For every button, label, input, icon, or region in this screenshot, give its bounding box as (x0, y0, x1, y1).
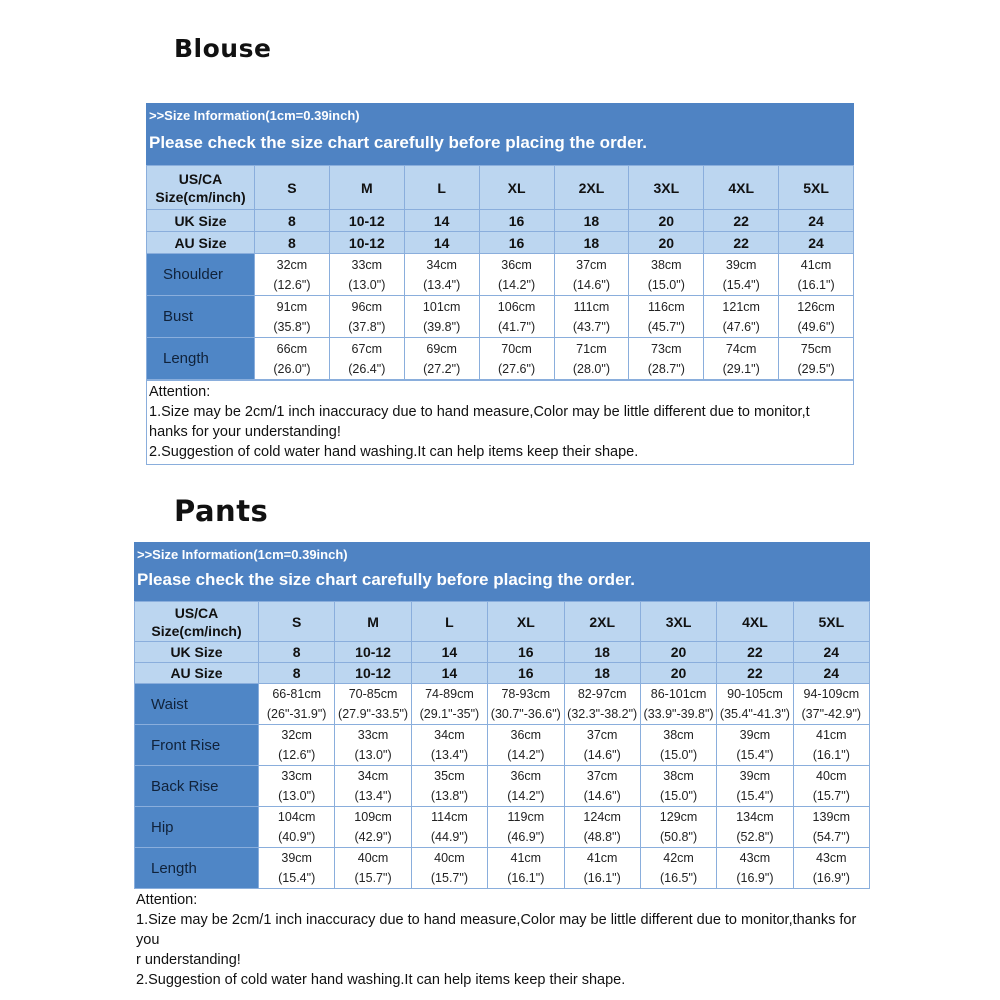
cm-value: 94-109cm (803, 687, 860, 701)
cm-value: 40cm (434, 851, 465, 865)
inch-value: (15.7") (812, 789, 850, 803)
note-line: Attention: (149, 384, 211, 400)
inch-value: (26.0") (273, 361, 311, 376)
au-size-value: 22 (704, 232, 779, 254)
uk-size-value: 10-12 (335, 642, 411, 663)
au-size-value: 20 (640, 663, 716, 684)
cm-value: 34cm (426, 257, 457, 272)
us-size-5xl: 5XL (793, 602, 869, 642)
cm-value: 36cm (510, 769, 542, 783)
inch-value: (33.9"-39.8") (643, 707, 714, 721)
back-rise-row (135, 766, 870, 807)
size-info-heading: >>Size Information(1cm=0.39inch) (137, 547, 348, 562)
cm-value: 40cm (816, 769, 847, 783)
au-size-value: 10-12 (329, 232, 404, 254)
au-size-row (147, 232, 854, 254)
chart-banner (134, 542, 870, 601)
inch-value: (48.8") (583, 830, 621, 844)
uk-size-value: 14 (411, 642, 487, 663)
us-size-m: M (329, 166, 404, 210)
note-line: 1.Size may be 2cm/1 inch inaccuracy due to hand measure,Color may be little different due to monitor,thanks for you (136, 912, 857, 948)
cm-value: 91cm (276, 299, 308, 314)
cm-value: 126cm (797, 299, 835, 314)
au-size-value: 16 (488, 663, 564, 684)
cm-value: 38cm (663, 769, 694, 783)
cm-value: 38cm (651, 257, 682, 272)
inch-value: (40.9") (278, 830, 316, 844)
inch-value: (14.6") (583, 748, 621, 762)
us-size-3xl: 3XL (629, 166, 704, 210)
length-value (779, 338, 854, 380)
cm-value: 39cm (739, 728, 771, 742)
cm-value: 82-97cm (577, 687, 627, 701)
uk-size-value: 18 (554, 210, 629, 232)
inch-value: (29.5") (797, 361, 835, 376)
cm-value: 111cm (573, 299, 610, 314)
inch-value: (15.4") (278, 871, 316, 885)
cm-value: 129cm (659, 810, 698, 824)
waist-value (259, 684, 335, 725)
inch-value: (15.4") (736, 789, 774, 803)
inch-value: (12.6") (278, 748, 316, 762)
cm-value: 37cm (576, 257, 607, 272)
uk-size-value: 24 (793, 642, 869, 663)
us-size-l: L (404, 166, 479, 210)
inch-value: (35.8") (273, 319, 311, 334)
au-size-value: 14 (411, 663, 487, 684)
cm-value: 32cm (281, 728, 312, 742)
inch-value: (15.0") (660, 748, 698, 762)
uk-size-value: 20 (640, 642, 716, 663)
inch-value: (29.1") (722, 361, 760, 376)
front-rise-label: Front Rise (135, 725, 259, 766)
us-size-s: S (259, 602, 335, 642)
waist-value (411, 684, 487, 725)
cm-value: 69cm (426, 341, 457, 356)
cm-value: 32cm (276, 257, 308, 272)
inch-value: (28.0") (572, 361, 610, 376)
cm-value: 41cm (800, 257, 832, 272)
cm-value: 39cm (739, 769, 771, 783)
inch-value: (27.2") (423, 361, 461, 376)
inch-value: (27.9"-33.5") (338, 707, 409, 721)
cm-value: 66-81cm (272, 687, 321, 701)
au-size-value: 24 (779, 232, 854, 254)
au-size-value: 10-12 (335, 663, 411, 684)
waist-value (640, 684, 716, 725)
cm-value: 139cm (812, 810, 851, 824)
shoulder-value (779, 254, 854, 296)
uk-size-row (135, 642, 870, 663)
hip-label: Hip (135, 807, 259, 848)
cm-value: 104cm (277, 810, 316, 824)
inch-value: (15.7") (354, 871, 392, 885)
inch-value: (44.9") (430, 830, 468, 844)
us-ca-size-label (135, 602, 259, 642)
inch-value: (32.3"-38.2") (567, 707, 638, 721)
cm-value: 34cm (357, 769, 389, 783)
hip-value (488, 807, 564, 848)
cm-value: 73cm (651, 341, 682, 356)
length-value (255, 338, 330, 380)
inch-value: (47.6") (722, 319, 760, 334)
bust-label: Bust (147, 296, 255, 338)
inch-value: (15.0") (660, 789, 698, 803)
length-label: Length (135, 848, 259, 889)
au-size-value: 8 (255, 232, 330, 254)
waist-row (135, 684, 870, 725)
au-size-value: 24 (793, 663, 869, 684)
uk-size-value: 8 (259, 642, 335, 663)
cm-value: 33cm (357, 728, 389, 742)
uk-size-row (147, 210, 854, 232)
uk-size-value: 18 (564, 642, 640, 663)
inch-value: (13.0") (348, 277, 386, 292)
blouse-title: Blouse (174, 34, 272, 63)
length-value (793, 848, 869, 889)
length-value (404, 338, 479, 380)
length-value (640, 848, 716, 889)
uk-size-value: 22 (717, 642, 793, 663)
waist-value (564, 684, 640, 725)
front-rise-value (640, 725, 716, 766)
attention-notes (146, 380, 854, 465)
back-rise-value (411, 766, 487, 807)
us-size-xl: XL (479, 166, 554, 210)
cm-value: 116cm (648, 299, 685, 314)
length-value (717, 848, 793, 889)
size-check-notice: Please check the size chart carefully before placing the order. (137, 570, 635, 589)
cm-value: 36cm (510, 728, 542, 742)
length-row (147, 338, 854, 380)
waist-value (335, 684, 411, 725)
cm-value: 134cm (736, 810, 774, 824)
cm-value: 124cm (583, 810, 621, 824)
inch-value: (15.4") (722, 277, 760, 292)
inch-value: (13.0") (278, 789, 316, 803)
cm-value: 66cm (276, 341, 308, 356)
attention-notes (134, 889, 870, 992)
cm-value: 67cm (351, 341, 383, 356)
inch-value: (15.4") (736, 748, 774, 762)
us-ca-size-label (147, 166, 255, 210)
inch-value: (16.9") (812, 871, 850, 885)
inch-value: (45.7") (647, 319, 685, 334)
note-line: hanks for your understanding! (149, 424, 341, 440)
uk-size-value: 8 (255, 210, 330, 232)
inch-value: (13.4") (430, 748, 468, 762)
length-value (564, 848, 640, 889)
length-row (135, 848, 870, 889)
cm-value: 78-93cm (501, 687, 551, 701)
inch-value: (12.6") (273, 277, 311, 292)
back-rise-label: Back Rise (135, 766, 259, 807)
inch-value: (50.8") (660, 830, 698, 844)
us-size-4xl: 4XL (704, 166, 779, 210)
inch-value: (16.1") (583, 871, 621, 885)
us-size-4xl: 4XL (717, 602, 793, 642)
header-label-line: US/CA (178, 170, 223, 187)
cm-value: 41cm (510, 851, 542, 865)
waist-value (717, 684, 793, 725)
cm-value: 75cm (800, 341, 832, 356)
cm-value: 33cm (351, 257, 383, 272)
inch-value: (14.6") (583, 789, 621, 803)
cm-value: 37cm (586, 769, 618, 783)
uk-size-value: 20 (629, 210, 704, 232)
back-rise-value (335, 766, 411, 807)
uk-size-value: 14 (404, 210, 479, 232)
note-line: 1.Size may be 2cm/1 inch inaccuracy due to hand measure,Color may be little different due to monitor,t (149, 404, 810, 420)
us-size-m: M (335, 602, 411, 642)
inch-value: (27.6") (498, 361, 536, 376)
size-table (134, 601, 870, 889)
hip-value (640, 807, 716, 848)
waist-value (488, 684, 564, 725)
front-rise-value (488, 725, 564, 766)
length-value (479, 338, 554, 380)
inch-value: (41.7") (498, 319, 536, 334)
cm-value: 42cm (663, 851, 694, 865)
inch-value: (15.7") (430, 871, 468, 885)
shoulder-row (147, 254, 854, 296)
header-label-line: US/CA (174, 604, 219, 621)
hip-value (564, 807, 640, 848)
shoulder-value (629, 254, 704, 296)
cm-value: 39cm (281, 851, 312, 865)
shoulder-value (255, 254, 330, 296)
length-label: Length (147, 338, 255, 380)
inch-value: (14.2") (498, 277, 536, 292)
cm-value: 35cm (434, 769, 465, 783)
inch-value: (13.0") (354, 748, 392, 762)
inch-value: (28.7") (647, 361, 685, 376)
cm-value: 38cm (663, 728, 694, 742)
cm-value: 41cm (586, 851, 618, 865)
us-size-2xl: 2XL (564, 602, 640, 642)
back-rise-value (488, 766, 564, 807)
au-size-label: AU Size (135, 663, 259, 684)
front-rise-value (259, 725, 335, 766)
au-size-value: 20 (629, 232, 704, 254)
au-size-value: 16 (479, 232, 554, 254)
pants-size-chart (134, 542, 870, 992)
back-rise-value (717, 766, 793, 807)
bust-value (554, 296, 629, 338)
cm-value: 33cm (281, 769, 312, 783)
au-size-value: 18 (564, 663, 640, 684)
cm-value: 40cm (357, 851, 389, 865)
note-line: Attention: (136, 892, 198, 908)
uk-size-value: 24 (779, 210, 854, 232)
note-line: 2.Suggestion of cold water hand washing.It can help items keep their shape. (149, 444, 639, 460)
inch-value: (16.5") (660, 871, 698, 885)
inch-value: (16.1") (797, 277, 835, 292)
bust-value (629, 296, 704, 338)
shoulder-value (479, 254, 554, 296)
au-size-row (135, 663, 870, 684)
uk-size-label: UK Size (147, 210, 255, 232)
inch-value: (29.1"-35") (419, 707, 480, 721)
cm-value: 119cm (507, 810, 545, 824)
length-value (554, 338, 629, 380)
bust-value (404, 296, 479, 338)
inch-value: (35.4"-41.3") (719, 707, 790, 721)
inch-value: (37.8") (348, 319, 386, 334)
bust-value (779, 296, 854, 338)
inch-value: (26"-31.9") (266, 707, 327, 721)
us-size-2xl: 2XL (554, 166, 629, 210)
cm-value: 74-89cm (425, 687, 474, 701)
hip-value (717, 807, 793, 848)
waist-value (793, 684, 869, 725)
cm-value: 86-101cm (650, 687, 707, 701)
length-value (329, 338, 404, 380)
bust-value (255, 296, 330, 338)
inch-value: (15.0") (647, 277, 685, 292)
us-size-s: S (255, 166, 330, 210)
au-size-value: 8 (259, 663, 335, 684)
inch-value: (16.9") (736, 871, 774, 885)
cm-value: 39cm (725, 257, 757, 272)
shoulder-value (404, 254, 479, 296)
waist-label: Waist (135, 684, 259, 725)
inch-value: (43.7") (572, 319, 610, 334)
us-size-row (147, 166, 854, 210)
bust-value (704, 296, 779, 338)
uk-size-value: 16 (488, 642, 564, 663)
length-value (704, 338, 779, 380)
us-size-l: L (411, 602, 487, 642)
front-rise-value (335, 725, 411, 766)
length-value (335, 848, 411, 889)
inch-value: (39.8") (423, 319, 461, 334)
inch-value: (49.6") (797, 319, 835, 334)
uk-size-label: UK Size (135, 642, 259, 663)
us-size-3xl: 3XL (640, 602, 716, 642)
front-rise-value (717, 725, 793, 766)
back-rise-value (259, 766, 335, 807)
bust-value (479, 296, 554, 338)
bust-row (147, 296, 854, 338)
inch-value: (13.4") (354, 789, 392, 803)
cm-value: 121cm (722, 299, 760, 314)
inch-value: (14.6") (572, 277, 610, 292)
back-rise-value (564, 766, 640, 807)
cm-value: 43cm (739, 851, 771, 865)
cm-value: 106cm (497, 299, 536, 314)
uk-size-value: 22 (704, 210, 779, 232)
pants-title: Pants (174, 494, 269, 528)
shoulder-value (554, 254, 629, 296)
inch-value: (30.7"-36.6") (490, 707, 561, 721)
au-size-value: 22 (717, 663, 793, 684)
uk-size-value: 16 (479, 210, 554, 232)
inch-value: (16.1") (812, 748, 850, 762)
inch-value: (42.9") (354, 830, 392, 844)
inch-value: (37"-42.9") (801, 707, 862, 721)
us-size-row (135, 602, 870, 642)
inch-value: (54.7") (812, 830, 850, 844)
length-value (411, 848, 487, 889)
bust-value (329, 296, 404, 338)
hip-value (259, 807, 335, 848)
cm-value: 36cm (501, 257, 532, 272)
front-rise-value (564, 725, 640, 766)
uk-size-value: 10-12 (329, 210, 404, 232)
cm-value: 101cm (422, 299, 461, 314)
size-info-heading: >>Size Information(1cm=0.39inch) (149, 108, 360, 123)
size-check-notice: Please check the size chart carefully before placing the order. (149, 133, 647, 152)
inch-value: (14.2") (507, 789, 545, 803)
cm-value: 90-105cm (727, 687, 783, 701)
au-size-label: AU Size (147, 232, 255, 254)
inch-value: (52.8") (736, 830, 774, 844)
back-rise-value (640, 766, 716, 807)
inch-value: (13.4") (423, 277, 461, 292)
length-value (488, 848, 564, 889)
front-rise-row (135, 725, 870, 766)
cm-value: 70cm (501, 341, 532, 356)
cm-value: 34cm (434, 728, 465, 742)
header-label-line: Size(cm/inch) (155, 188, 246, 205)
hip-value (793, 807, 869, 848)
cm-value: 70-85cm (348, 687, 398, 701)
shoulder-value (704, 254, 779, 296)
inch-value: (14.2") (507, 748, 545, 762)
front-rise-value (411, 725, 487, 766)
note-line: r understanding! (136, 952, 241, 968)
note-line: 2.Suggestion of cold water hand washing.It can help items keep their shape. (136, 972, 626, 988)
inch-value: (13.8") (430, 789, 468, 803)
cm-value: 74cm (725, 341, 757, 356)
cm-value: 114cm (431, 810, 468, 824)
length-value (259, 848, 335, 889)
cm-value: 109cm (354, 810, 392, 824)
us-size-5xl: 5XL (779, 166, 854, 210)
chart-banner (146, 103, 854, 165)
us-size-xl: XL (488, 602, 564, 642)
inch-value: (26.4") (348, 361, 386, 376)
shoulder-value (329, 254, 404, 296)
shoulder-label: Shoulder (147, 254, 255, 296)
cm-value: 71cm (576, 341, 607, 356)
inch-value: (46.9") (507, 830, 545, 844)
cm-value: 41cm (816, 728, 847, 742)
hip-row (135, 807, 870, 848)
back-rise-value (793, 766, 869, 807)
hip-value (411, 807, 487, 848)
au-size-value: 14 (404, 232, 479, 254)
cm-value: 96cm (351, 299, 383, 314)
length-value (629, 338, 704, 380)
cm-value: 43cm (816, 851, 847, 865)
inch-value: (16.1") (507, 871, 545, 885)
au-size-value: 18 (554, 232, 629, 254)
hip-value (335, 807, 411, 848)
front-rise-value (793, 725, 869, 766)
cm-value: 37cm (586, 728, 618, 742)
header-label-line: Size(cm/inch) (151, 622, 242, 639)
blouse-size-chart (146, 103, 854, 465)
size-table (146, 165, 854, 380)
